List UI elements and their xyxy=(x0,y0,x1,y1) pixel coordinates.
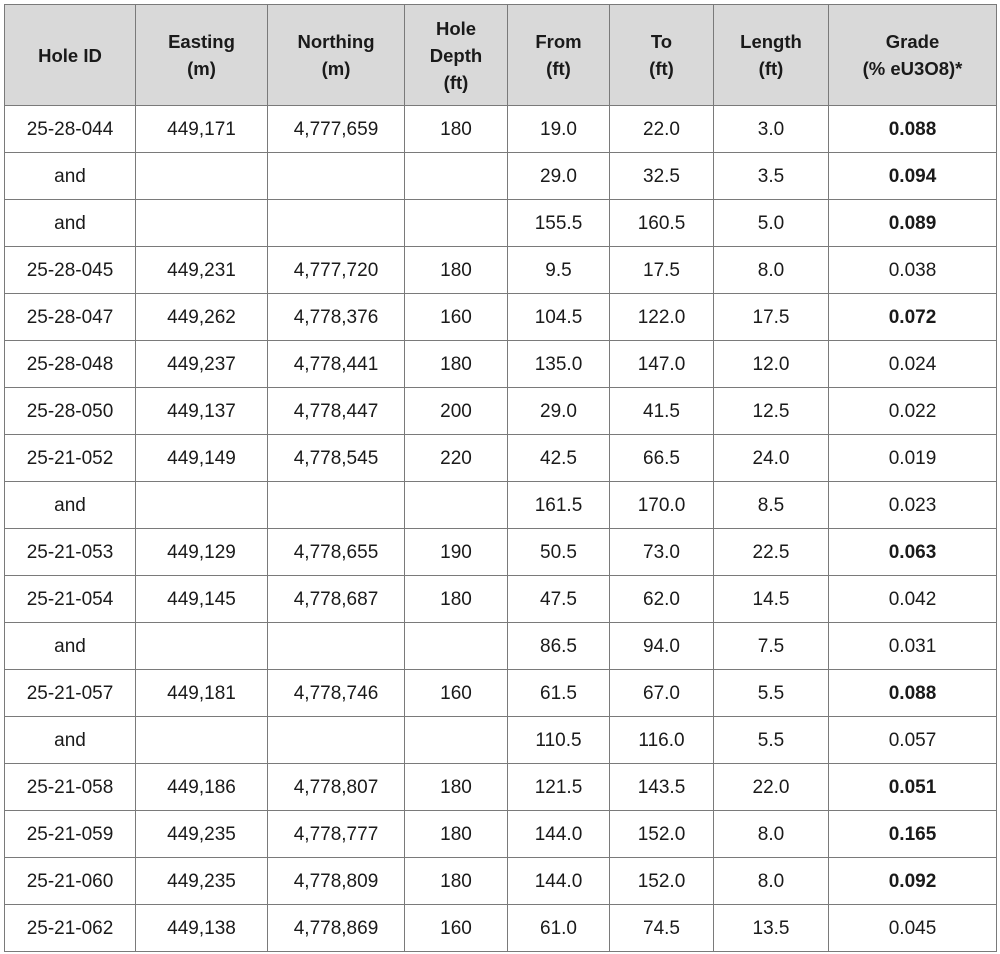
header-line: Length xyxy=(740,31,802,52)
easting-cell: 449,129 xyxy=(136,529,268,576)
header-line: Depth xyxy=(429,44,483,66)
to-cell: 32.5 xyxy=(610,153,714,200)
to-cell: 66.5 xyxy=(610,435,714,482)
from-cell: 61.0 xyxy=(508,905,610,952)
northing-cell: 4,777,659 xyxy=(268,106,405,153)
grade-cell: 0.023 xyxy=(829,482,997,529)
northing-cell: 4,778,545 xyxy=(268,435,405,482)
grade-cell: 0.088 xyxy=(829,106,997,153)
table-row xyxy=(5,764,997,811)
from-cell: 29.0 xyxy=(508,153,610,200)
easting-cell xyxy=(136,482,268,529)
easting-cell xyxy=(136,623,268,670)
from-cell: 144.0 xyxy=(508,858,610,905)
grade-cell: 0.045 xyxy=(829,905,997,952)
from-cell: 61.5 xyxy=(508,670,610,717)
depth-cell xyxy=(405,623,508,670)
hole-id-cell: 25-28-045 xyxy=(5,247,136,294)
grade-cell: 0.057 xyxy=(829,717,997,764)
depth-cell: 180 xyxy=(405,811,508,858)
header-northing xyxy=(268,5,405,106)
hole-id-cell: 25-21-060 xyxy=(5,858,136,905)
easting-cell: 449,235 xyxy=(136,858,268,905)
depth-cell: 160 xyxy=(405,294,508,341)
header-line: (ft) xyxy=(443,71,469,93)
header-line: Hole ID xyxy=(38,44,102,66)
hole-id-cell: 25-28-048 xyxy=(5,341,136,388)
hole-id-cell: and xyxy=(5,153,136,200)
table-row xyxy=(5,106,997,153)
depth-cell: 160 xyxy=(405,905,508,952)
header-line: (% eU3O8)* xyxy=(862,58,963,79)
easting-cell: 449,137 xyxy=(136,388,268,435)
header-line: (ft) xyxy=(758,58,784,79)
easting-cell: 449,237 xyxy=(136,341,268,388)
length-cell: 8.0 xyxy=(714,858,829,905)
hole-id-cell: 25-28-044 xyxy=(5,106,136,153)
northing-cell: 4,778,746 xyxy=(268,670,405,717)
table-row xyxy=(5,388,997,435)
to-cell: 41.5 xyxy=(610,388,714,435)
to-cell: 152.0 xyxy=(610,811,714,858)
easting-cell xyxy=(136,200,268,247)
table-row xyxy=(5,294,997,341)
grade-cell: 0.088 xyxy=(829,670,997,717)
hole-id-cell: 25-21-057 xyxy=(5,670,136,717)
table-row xyxy=(5,576,997,623)
depth-cell xyxy=(405,482,508,529)
drill-results-table-container xyxy=(4,4,997,952)
length-cell: 5.5 xyxy=(714,670,829,717)
hole-id-cell: and xyxy=(5,717,136,764)
depth-cell: 220 xyxy=(405,435,508,482)
grade-cell: 0.089 xyxy=(829,200,997,247)
from-cell: 161.5 xyxy=(508,482,610,529)
from-cell: 47.5 xyxy=(508,576,610,623)
from-cell: 104.5 xyxy=(508,294,610,341)
hole-id-cell: 25-21-059 xyxy=(5,811,136,858)
from-cell: 110.5 xyxy=(508,717,610,764)
grade-cell: 0.072 xyxy=(829,294,997,341)
to-cell: 22.0 xyxy=(610,106,714,153)
header-line: (m) xyxy=(321,58,351,79)
to-cell: 160.5 xyxy=(610,200,714,247)
grade-cell: 0.038 xyxy=(829,247,997,294)
to-cell: 143.5 xyxy=(610,764,714,811)
length-cell: 12.5 xyxy=(714,388,829,435)
hole-id-cell: 25-21-054 xyxy=(5,576,136,623)
northing-cell: 4,778,655 xyxy=(268,529,405,576)
length-cell: 22.5 xyxy=(714,529,829,576)
length-cell: 8.0 xyxy=(714,811,829,858)
table-body xyxy=(5,106,997,952)
northing-cell: 4,778,869 xyxy=(268,905,405,952)
table-row xyxy=(5,717,997,764)
length-cell: 13.5 xyxy=(714,905,829,952)
northing-cell xyxy=(268,482,405,529)
table-row xyxy=(5,153,997,200)
easting-cell: 449,145 xyxy=(136,576,268,623)
hole-id-cell: 25-21-062 xyxy=(5,905,136,952)
from-cell: 144.0 xyxy=(508,811,610,858)
length-cell: 5.5 xyxy=(714,717,829,764)
hole-id-cell: 25-21-053 xyxy=(5,529,136,576)
length-cell: 3.0 xyxy=(714,106,829,153)
easting-cell: 449,231 xyxy=(136,247,268,294)
header-line: From xyxy=(535,31,582,52)
header-hole-id xyxy=(5,5,136,106)
to-cell: 74.5 xyxy=(610,905,714,952)
northing-cell xyxy=(268,623,405,670)
from-cell: 135.0 xyxy=(508,341,610,388)
from-cell: 86.5 xyxy=(508,623,610,670)
depth-cell xyxy=(405,153,508,200)
header-easting xyxy=(136,5,268,106)
grade-cell: 0.063 xyxy=(829,529,997,576)
table-row xyxy=(5,482,997,529)
northing-cell: 4,778,807 xyxy=(268,764,405,811)
length-cell: 7.5 xyxy=(714,623,829,670)
header-line: Hole xyxy=(435,17,477,39)
grade-cell: 0.094 xyxy=(829,153,997,200)
length-cell: 12.0 xyxy=(714,341,829,388)
table-row xyxy=(5,670,997,717)
depth-cell: 180 xyxy=(405,247,508,294)
depth-cell: 160 xyxy=(405,670,508,717)
table-row xyxy=(5,200,997,247)
table-header xyxy=(5,5,997,106)
drill-results-table xyxy=(4,4,997,952)
from-cell: 42.5 xyxy=(508,435,610,482)
northing-cell xyxy=(268,200,405,247)
to-cell: 152.0 xyxy=(610,858,714,905)
from-cell: 19.0 xyxy=(508,106,610,153)
depth-cell: 180 xyxy=(405,764,508,811)
header-to xyxy=(610,5,714,106)
hole-id-cell: 25-21-058 xyxy=(5,764,136,811)
hole-id-cell: 25-21-052 xyxy=(5,435,136,482)
to-cell: 147.0 xyxy=(610,341,714,388)
from-cell: 121.5 xyxy=(508,764,610,811)
depth-cell: 180 xyxy=(405,858,508,905)
easting-cell xyxy=(136,153,268,200)
hole-id-cell: 25-28-050 xyxy=(5,388,136,435)
grade-cell: 0.092 xyxy=(829,858,997,905)
length-cell: 8.5 xyxy=(714,482,829,529)
header-line: Grade xyxy=(885,31,940,52)
header-length xyxy=(714,5,829,106)
depth-cell: 190 xyxy=(405,529,508,576)
easting-cell: 449,181 xyxy=(136,670,268,717)
grade-cell: 0.031 xyxy=(829,623,997,670)
easting-cell: 449,149 xyxy=(136,435,268,482)
to-cell: 73.0 xyxy=(610,529,714,576)
from-cell: 50.5 xyxy=(508,529,610,576)
table-row xyxy=(5,435,997,482)
easting-cell xyxy=(136,717,268,764)
depth-cell xyxy=(405,717,508,764)
table-row xyxy=(5,905,997,952)
easting-cell: 449,262 xyxy=(136,294,268,341)
length-cell: 3.5 xyxy=(714,153,829,200)
northing-cell: 4,778,809 xyxy=(268,858,405,905)
easting-cell: 449,138 xyxy=(136,905,268,952)
table-row xyxy=(5,858,997,905)
header-from xyxy=(508,5,610,106)
depth-cell: 180 xyxy=(405,106,508,153)
header-line: (m) xyxy=(187,58,216,79)
grade-cell: 0.165 xyxy=(829,811,997,858)
northing-cell: 4,778,777 xyxy=(268,811,405,858)
header-line: To xyxy=(650,31,673,52)
to-cell: 116.0 xyxy=(610,717,714,764)
length-cell: 5.0 xyxy=(714,200,829,247)
to-cell: 62.0 xyxy=(610,576,714,623)
table-row xyxy=(5,247,997,294)
from-cell: 29.0 xyxy=(508,388,610,435)
depth-cell: 180 xyxy=(405,341,508,388)
length-cell: 14.5 xyxy=(714,576,829,623)
table-row xyxy=(5,341,997,388)
northing-cell xyxy=(268,717,405,764)
northing-cell: 4,778,447 xyxy=(268,388,405,435)
grade-cell: 0.022 xyxy=(829,388,997,435)
to-cell: 170.0 xyxy=(610,482,714,529)
northing-cell xyxy=(268,153,405,200)
length-cell: 17.5 xyxy=(714,294,829,341)
grade-cell: 0.019 xyxy=(829,435,997,482)
from-cell: 155.5 xyxy=(508,200,610,247)
length-cell: 24.0 xyxy=(714,435,829,482)
to-cell: 17.5 xyxy=(610,247,714,294)
easting-cell: 449,171 xyxy=(136,106,268,153)
northing-cell: 4,778,376 xyxy=(268,294,405,341)
hole-id-cell: and xyxy=(5,200,136,247)
to-cell: 67.0 xyxy=(610,670,714,717)
depth-cell: 200 xyxy=(405,388,508,435)
length-cell: 8.0 xyxy=(714,247,829,294)
header-line: (ft) xyxy=(649,58,674,79)
easting-cell: 449,235 xyxy=(136,811,268,858)
northing-cell: 4,778,441 xyxy=(268,341,405,388)
grade-cell: 0.051 xyxy=(829,764,997,811)
length-cell: 22.0 xyxy=(714,764,829,811)
table-row xyxy=(5,529,997,576)
from-cell: 9.5 xyxy=(508,247,610,294)
northing-cell: 4,778,687 xyxy=(268,576,405,623)
header-line: Northing xyxy=(297,31,375,52)
northing-cell: 4,777,720 xyxy=(268,247,405,294)
header-line: (ft) xyxy=(546,58,571,79)
hole-id-cell: and xyxy=(5,623,136,670)
table-row xyxy=(5,811,997,858)
to-cell: 122.0 xyxy=(610,294,714,341)
table-row xyxy=(5,623,997,670)
depth-cell xyxy=(405,200,508,247)
grade-cell: 0.024 xyxy=(829,341,997,388)
header-grade xyxy=(829,5,997,106)
header-row xyxy=(5,5,997,106)
hole-id-cell: 25-28-047 xyxy=(5,294,136,341)
header-hole-depth xyxy=(405,5,508,106)
easting-cell: 449,186 xyxy=(136,764,268,811)
grade-cell: 0.042 xyxy=(829,576,997,623)
header-line: Easting xyxy=(168,31,235,52)
depth-cell: 180 xyxy=(405,576,508,623)
hole-id-cell: and xyxy=(5,482,136,529)
to-cell: 94.0 xyxy=(610,623,714,670)
